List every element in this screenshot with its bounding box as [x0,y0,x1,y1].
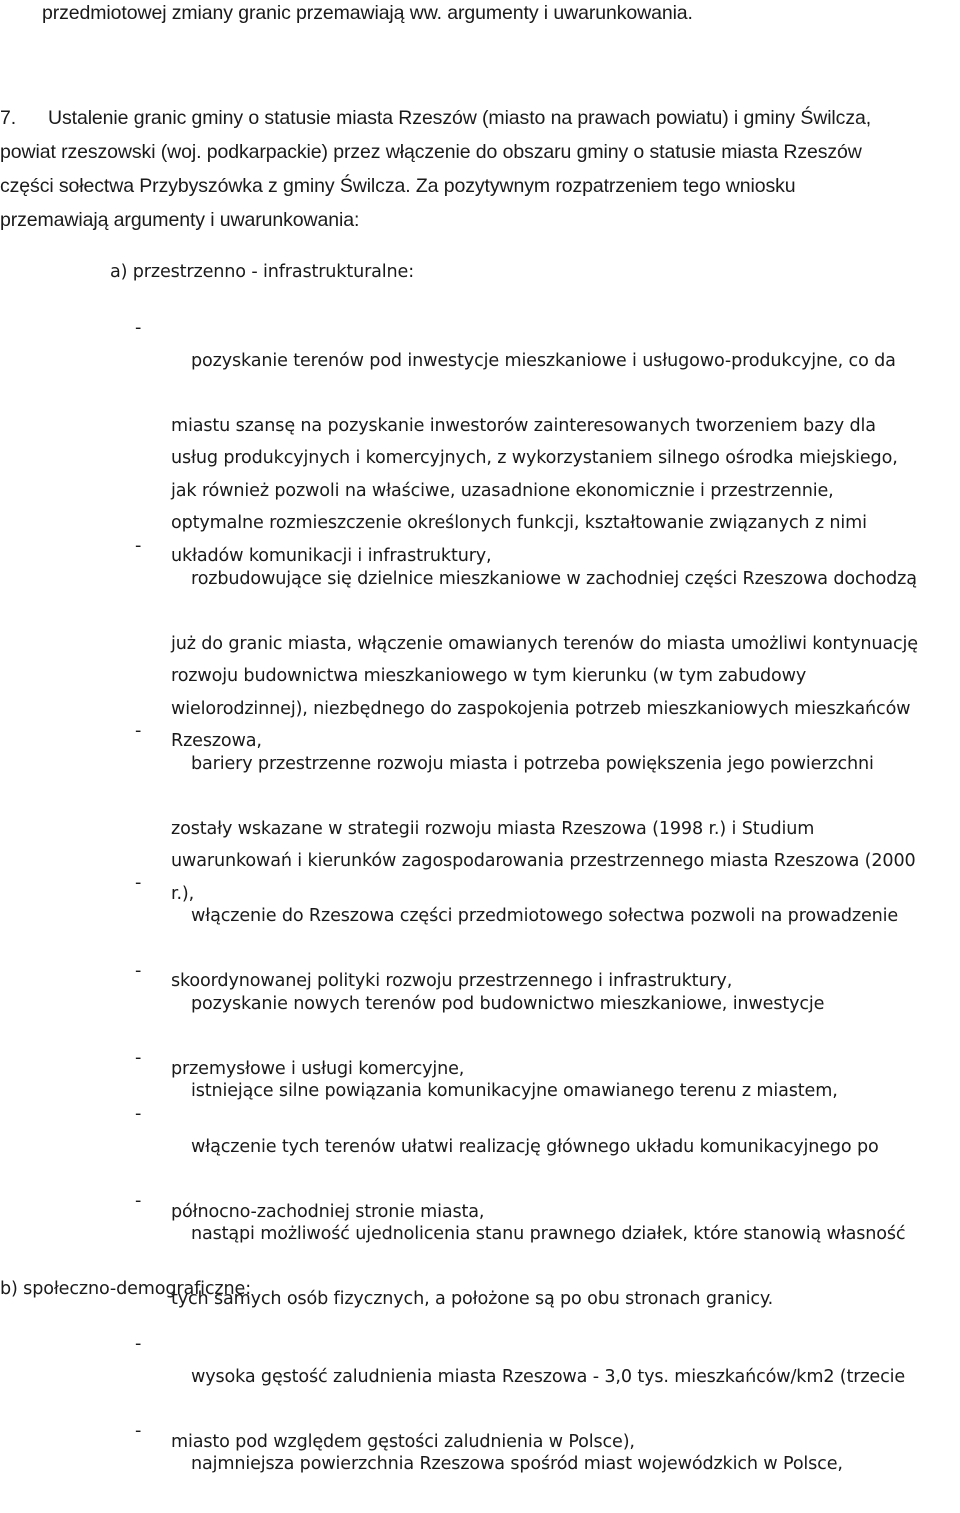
bullet-dash: - [135,1048,142,1068]
bullet-first-line: włączenie do Rzeszowa części przedmiotowego sołectwa pozwoli na prowadzenie [191,905,899,926]
bullet-continuation: miasto pod względem gęstości zaludnienia w Polsce), [171,1431,635,1452]
bullet-dash: - [135,1191,142,1211]
bullet-first-line: włączenie tych terenów ułatwi realizację głównego układu komunikacyjnego po [191,1136,879,1157]
intro-paragraph-line: przedmiotowej zmiany granic przemawiają ww. argumenty i uwarunkowania. [42,2,693,24]
bullet-body [171,1415,960,1513]
bullet-first-line: nastąpi możliwość ujednolicenia stanu prawnego działek, które stanowią własność [191,1223,906,1244]
bullet-dash: - [135,961,142,981]
bullet-continuation: północno-zachodniej stronie miasta, [171,1201,485,1222]
bullet-first-line: istniejące silne powiązania komunikacyjne omawianego terenu z miastem, [191,1080,838,1101]
bullet-continuation: już do granic miasta, włączenie omawianych terenów do miasta umożliwi kontynuację rozwoju budownictwa mieszkaniowego w tym kierunku (w tym zabudowy wielorodzinnej), niezbędnego do zaspokojenia potrzeb mieszkaniowych mieszkańców Rzeszowa, [171,633,918,751]
bullet-first-line: pozyskanie terenów pod inwestycje mieszkaniowe i usługowo-produkcyjne, co da [191,350,896,371]
bullet-first-line: najmniejsza powierzchnia Rzeszowa spośród miast wojewódzkich w Polsce, [191,1453,843,1474]
bullet-first-line: bariery przestrzenne rozwoju miasta i potrzeba powiększenia jego powierzchni [191,753,874,774]
bullet-dash: - [135,873,142,893]
bullet-dash: - [135,1334,142,1354]
bullet-dash: - [135,721,142,741]
bullet-continuation: zostały wskazane w strategii rozwoju miasta Rzeszowa (1998 r.) i Studium uwarunkowań i kierunków zagospodarowania przestrzennego miasta Rzeszowa (2000 r.), [171,818,916,904]
point-7-line-2: powiat rzeszowski (woj. podkarpackie) przez włączenie do obszaru gminy o statusie miasta Rzeszów [0,141,862,163]
bullet-body [171,1185,960,1348]
bullet-dash: - [135,1421,142,1441]
bullet-continuation: skoordynowanej polityki rozwoju przestrzennego i infrastruktury, [171,970,733,991]
bullet-first-line: rozbudowujące się dzielnice mieszkaniowe w zachodniej części Rzeszowa dochodzą [191,568,917,589]
point-7-line-3-text: części sołectwa Przybyszówka z gminy Świlcza. Za pozytywnym rozpatrzeniem tego wniosku [0,175,796,197]
bullet-continuation: miastu szansę na pozyskanie inwestorów zainteresowanych tworzeniem bazy dla usług produkcyjnych i komercyjnych, z wykorzystaniem silnego ośrodka miejskiego, jak również pozwoli na właściwe, uzasadnione ekonomicznie i przestrzennie, optymalne rozmieszczenie określonych funkcji, kształtowanie związanych z nimi układów komunikacji i infrastruktury, [171,415,898,566]
bullet-first-line: pozyskanie nowych terenów pod budownictwo mieszkaniowe, inwestycje [191,993,825,1014]
point-7-line-3 [0,169,796,203]
bullet-dash: - [135,536,142,556]
section-b-heading: b) społeczno-demograficzne: [0,1279,251,1299]
bullet-continuation: przemysłowe i usługi komercyjne, [171,1058,465,1079]
point-7-line-4: przemawiają argumenty i uwarunkowania: [0,209,360,231]
point-7-number: 7. [0,107,17,129]
bullet-first-line: wysoka gęstość zaludnienia miasta Rzeszowa - 3,0 tys. mieszkańców/km2 (trzecie [191,1366,906,1387]
bullet-dash: - [135,318,142,338]
section-a-heading: a) przestrzenno - infrastrukturalne: [110,262,414,282]
bullet-continuation: tych samych osób fizycznych, a położone są po obu stronach granicy. [171,1288,774,1309]
point-7-line-1: Ustalenie granic gminy o statusie miasta Rzeszów (miasto na prawach powiatu) i gminy Świlcza, [48,107,872,129]
bullet-dash: - [135,1104,142,1124]
